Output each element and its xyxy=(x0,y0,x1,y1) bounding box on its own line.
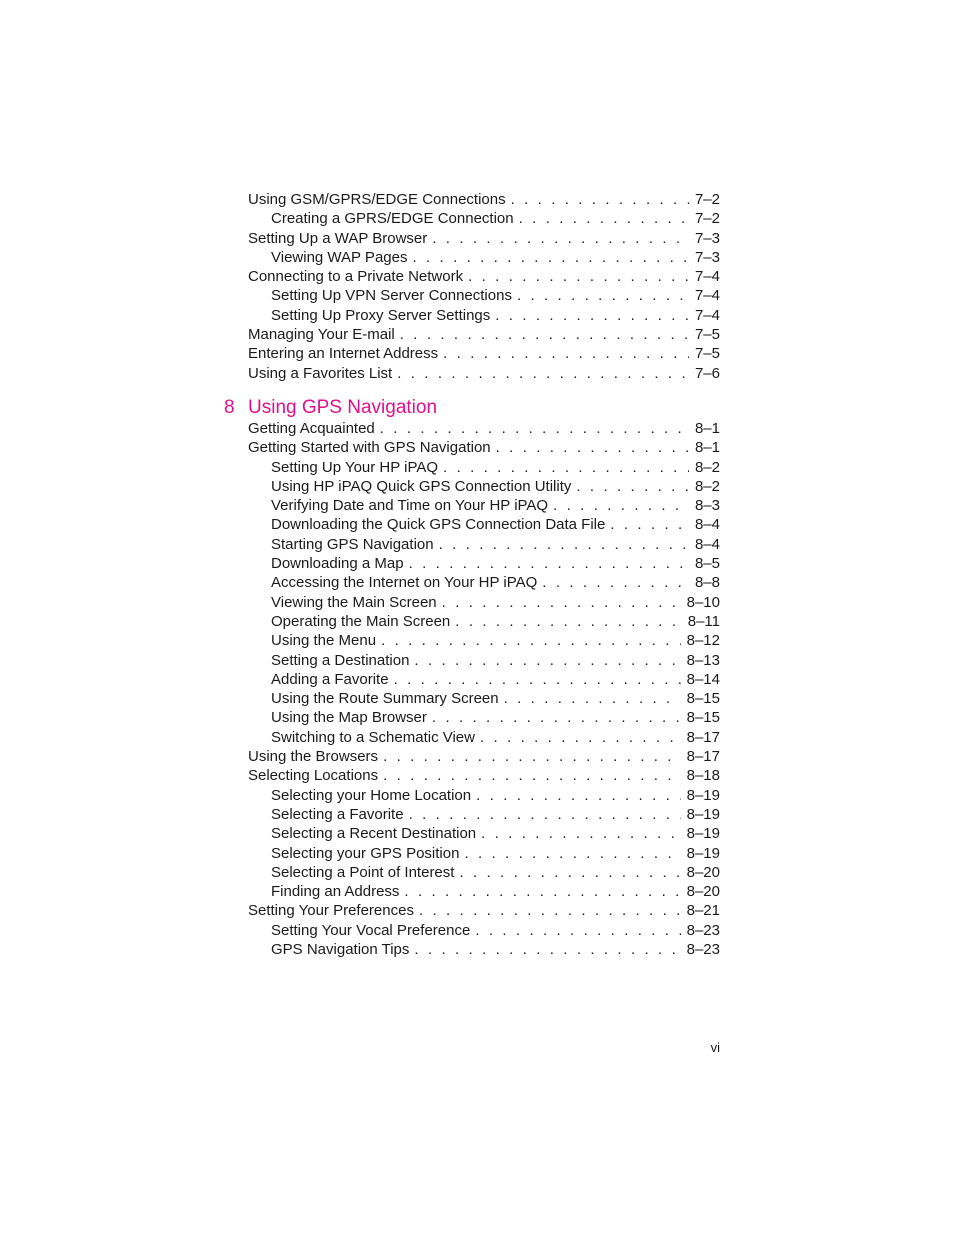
toc-entry[interactable] xyxy=(248,612,720,631)
toc-entry-page: 8–2 xyxy=(694,458,720,476)
dot-leader xyxy=(504,689,681,708)
toc-entry[interactable] xyxy=(248,805,720,824)
toc-entry-page: 7–4 xyxy=(694,306,720,324)
toc-entry-title: Getting Started with GPS Navigation xyxy=(248,439,491,457)
chapter-title: Using GPS Navigation xyxy=(248,397,438,418)
dot-leader xyxy=(495,306,689,325)
dot-leader xyxy=(496,438,689,457)
toc-entry-title: Connecting to a Private Network xyxy=(248,268,464,286)
toc-entry[interactable] xyxy=(248,438,720,457)
toc-entry-page: 8–19 xyxy=(686,825,720,843)
toc-entry[interactable] xyxy=(248,190,720,209)
toc-entry-title: Selecting a Recent Destination xyxy=(271,825,477,843)
toc-entry-title: Setting Up a WAP Browser xyxy=(248,229,428,247)
chapter-number: 8 xyxy=(224,397,235,418)
toc-entry-title: Finding an Address xyxy=(271,883,400,901)
toc-entry-page: 8–1 xyxy=(694,439,720,457)
toc-entry-page: 8–20 xyxy=(686,863,720,881)
toc-entry[interactable] xyxy=(248,344,720,363)
toc-entry[interactable] xyxy=(248,844,720,863)
toc-entry-page: 8–10 xyxy=(686,593,720,611)
toc-entry[interactable] xyxy=(248,901,720,920)
toc-entry-title: GPS Navigation Tips xyxy=(271,941,410,959)
toc-entry-page: 8–11 xyxy=(687,612,720,630)
chapter-7-entry-list xyxy=(248,190,720,383)
toc-entry[interactable] xyxy=(248,689,720,708)
toc-entry[interactable] xyxy=(248,248,720,267)
dot-leader xyxy=(576,477,689,496)
dot-leader xyxy=(397,364,689,383)
toc-entry[interactable] xyxy=(248,786,720,805)
dot-leader xyxy=(432,229,689,248)
dot-leader xyxy=(442,593,681,612)
toc-entry[interactable] xyxy=(248,209,720,228)
toc-entry-page: 7–3 xyxy=(694,229,720,247)
toc-entry-title: Selecting your GPS Position xyxy=(271,844,460,862)
dot-leader xyxy=(455,612,681,631)
toc-entry-title: Verifying Date and Time on Your HP iPAQ xyxy=(271,497,549,515)
dot-leader xyxy=(475,921,680,940)
toc-entry-title: Selecting your Home Location xyxy=(271,786,472,804)
dot-leader xyxy=(459,863,680,882)
toc-entry-title: Setting Your Vocal Preference xyxy=(271,921,471,939)
toc-entry[interactable] xyxy=(248,286,720,305)
toc-entry-page: 7–6 xyxy=(694,364,720,382)
toc-entry-title: Using the Route Summary Screen xyxy=(271,690,499,708)
toc-entry[interactable] xyxy=(248,515,720,534)
toc-entry-title: Using GSM/GPRS/EDGE Connections xyxy=(248,191,506,208)
toc-entry-title: Getting Acquainted xyxy=(248,420,375,437)
toc-entry[interactable] xyxy=(248,306,720,325)
toc-entry-title: Using the Menu xyxy=(271,632,377,650)
toc-entry-title: Using the Browsers xyxy=(248,748,379,766)
dot-leader xyxy=(383,766,681,785)
toc-entry-title: Operating the Main Screen xyxy=(271,612,451,630)
toc-entry-page: 8–23 xyxy=(686,921,720,939)
toc-entry-page: 8–4 xyxy=(694,516,720,534)
dot-leader xyxy=(383,747,681,766)
toc-entry[interactable] xyxy=(248,593,720,612)
toc-entry-page: 8–14 xyxy=(686,670,720,688)
toc-entry-title: Selecting Locations xyxy=(248,767,379,785)
toc-entry-page: 8–17 xyxy=(686,748,720,766)
toc-entry-page: 8–19 xyxy=(686,844,720,862)
dot-leader xyxy=(394,670,681,689)
dot-leader xyxy=(414,940,680,959)
toc-entry[interactable] xyxy=(248,573,720,592)
toc-entry[interactable] xyxy=(248,364,720,383)
toc-entry-title: Setting Up Proxy Server Settings xyxy=(271,306,491,324)
dot-leader xyxy=(412,248,689,267)
toc-entry-title: Entering an Internet Address xyxy=(248,345,439,363)
toc-entry-page: 8–19 xyxy=(686,786,720,804)
toc-entry-page: 7–5 xyxy=(694,345,720,363)
toc-entry[interactable] xyxy=(248,267,720,286)
toc-entry[interactable] xyxy=(248,863,720,882)
toc-entry-title: Adding a Favorite xyxy=(271,670,389,688)
chapter-8-entry-list xyxy=(248,419,720,959)
dot-leader xyxy=(553,496,689,515)
toc-entry-page: 7–3 xyxy=(694,248,720,266)
dot-leader xyxy=(519,209,689,228)
toc-entry-page: 8–15 xyxy=(686,690,720,708)
dot-leader xyxy=(610,515,689,534)
dot-leader xyxy=(480,728,681,747)
dot-leader xyxy=(400,325,689,344)
dot-leader xyxy=(511,190,689,209)
toc-entry-page: 7–5 xyxy=(694,326,720,344)
chapter-8-heading[interactable] xyxy=(224,396,437,420)
dot-leader xyxy=(481,824,681,843)
toc-entry-page: 7–4 xyxy=(694,268,720,286)
toc-entry-page: 8–5 xyxy=(694,555,720,573)
toc-entry[interactable] xyxy=(248,554,720,573)
toc-entry[interactable] xyxy=(248,766,720,785)
dot-leader xyxy=(409,805,681,824)
toc-entry-page: 8–18 xyxy=(686,767,720,785)
toc-entry-title: Selecting a Favorite xyxy=(271,805,404,823)
toc-entry-page: 8–20 xyxy=(686,883,720,901)
dot-leader xyxy=(381,631,681,650)
toc-entry[interactable] xyxy=(248,728,720,747)
toc-entry-title: Setting Your Preferences xyxy=(248,902,414,920)
dot-leader xyxy=(542,573,689,592)
dot-leader xyxy=(432,708,681,727)
toc-entry[interactable] xyxy=(248,651,720,670)
toc-entry[interactable] xyxy=(248,631,720,650)
toc-entry[interactable] xyxy=(248,824,720,843)
toc-entry-page: 7–2 xyxy=(694,191,720,208)
toc-entry[interactable] xyxy=(248,921,720,940)
toc-entry-title: Setting Up VPN Server Connections xyxy=(271,287,512,305)
page-number: vi xyxy=(710,1040,720,1055)
toc-entry[interactable] xyxy=(248,708,720,727)
toc-entry-page: 8–23 xyxy=(686,941,720,959)
toc-entry-title: Viewing the Main Screen xyxy=(271,593,437,611)
dot-leader xyxy=(439,535,689,554)
toc-entry-title: Downloading a Map xyxy=(271,555,404,573)
dot-leader xyxy=(419,901,681,920)
toc-entry-page: 8–19 xyxy=(686,805,720,823)
toc-entry-page: 7–2 xyxy=(694,210,720,228)
toc-entry-page: 7–4 xyxy=(694,287,720,305)
toc-entry-page: 8–1 xyxy=(694,420,720,437)
toc-entry-page: 8–4 xyxy=(694,535,720,553)
toc-entry[interactable] xyxy=(248,940,720,959)
toc-entry-title: Creating a GPRS/EDGE Connection xyxy=(271,210,514,228)
toc-entry-title: Using a Favorites List xyxy=(248,364,393,382)
toc-entry[interactable] xyxy=(248,670,720,689)
toc-entry-page: 8–15 xyxy=(686,709,720,727)
toc-entry[interactable] xyxy=(248,229,720,248)
toc-entry-page: 8–21 xyxy=(686,902,720,920)
dot-leader xyxy=(464,844,680,863)
toc-entry[interactable] xyxy=(248,535,720,554)
toc-entry-title: Accessing the Internet on Your HP iPAQ xyxy=(271,574,538,592)
toc-entry-page: 8–17 xyxy=(686,728,720,746)
toc-entry-title: Setting a Destination xyxy=(271,651,410,669)
toc-entry-page: 8–2 xyxy=(694,477,720,495)
toc-entry[interactable] xyxy=(248,458,720,477)
toc-entry[interactable] xyxy=(248,496,720,515)
dot-leader xyxy=(468,267,689,286)
toc-entry-title: Using the Map Browser xyxy=(271,709,427,727)
toc-entry[interactable] xyxy=(248,477,720,496)
toc-entry-title: Using HP iPAQ Quick GPS Connection Utility xyxy=(271,477,572,495)
dot-leader xyxy=(517,286,689,305)
toc-entry-page: 8–13 xyxy=(686,651,720,669)
toc-entry-title: Managing Your E-mail xyxy=(248,326,395,344)
toc-entry[interactable] xyxy=(248,419,720,438)
toc-entry-title: Viewing WAP Pages xyxy=(271,248,408,266)
toc-entry-page: 8–8 xyxy=(694,574,720,592)
toc-entry-title: Setting Up Your HP iPAQ xyxy=(271,458,439,476)
toc-entry-title: Downloading the Quick GPS Connection Data File xyxy=(271,516,606,534)
toc-entry-page: 8–3 xyxy=(694,497,720,515)
toc-entry-page: 8–12 xyxy=(686,632,720,650)
dot-leader xyxy=(443,458,689,477)
dot-leader xyxy=(409,554,689,573)
toc-entry[interactable] xyxy=(248,882,720,901)
dot-leader xyxy=(476,786,681,805)
dot-leader xyxy=(380,419,689,438)
dot-leader xyxy=(404,882,680,901)
toc-entry-title: Starting GPS Navigation xyxy=(271,535,434,553)
dot-leader xyxy=(414,651,680,670)
toc-entry-title: Switching to a Schematic View xyxy=(271,728,475,746)
toc-entry[interactable] xyxy=(248,325,720,344)
toc-entry-title: Selecting a Point of Interest xyxy=(271,863,455,881)
toc-entry[interactable] xyxy=(248,747,720,766)
dot-leader xyxy=(443,344,689,363)
